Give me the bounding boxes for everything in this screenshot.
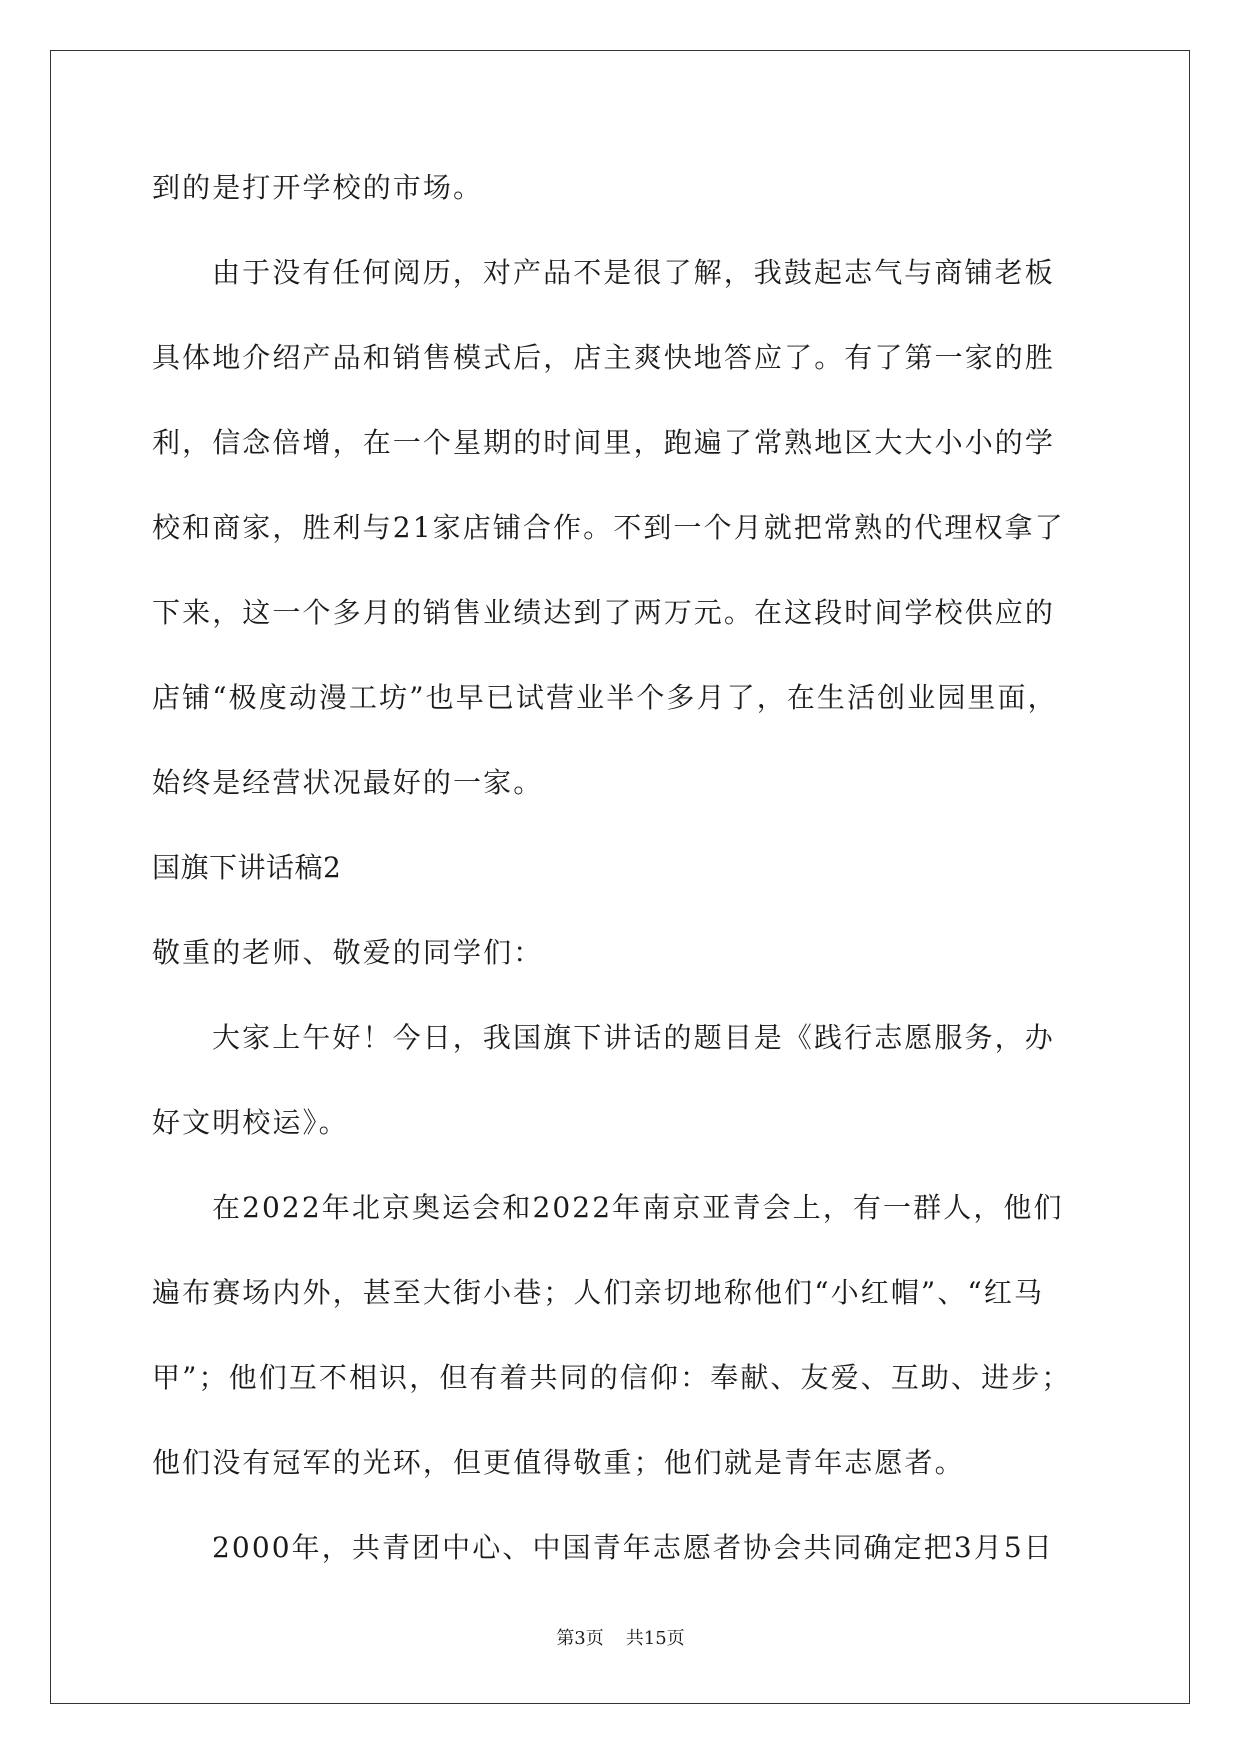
text-line: 好文明校运》。 — [152, 1106, 349, 1139]
text-line: 到的是打开学校的市场。 — [152, 171, 484, 204]
text-line: 店铺“极度动漫工坊”也早已试营业半个多月了，在生活创业园里面， — [152, 681, 1058, 714]
text-line: 遍布赛场内外，甚至大街小巷；人们亲切地称他们“小红帽”、“红马 — [152, 1276, 1045, 1309]
text-line: 他们没有冠军的光环，但更值得敬重；他们就是青年志愿者。 — [152, 1446, 965, 1479]
text-line: 由于没有任何阅历，对产品不是很了解，我鼓起志气与商铺老板 — [212, 256, 1055, 289]
text-line: 甲”；他们互不相识，但有着共同的信仰：奉献、友爱、互助、进步； — [152, 1361, 1072, 1394]
page-total: 共15页 — [625, 1628, 685, 1649]
text-line: 在2022年北京奥运会和2022年南京亚青会上，有一群人，他们 — [212, 1191, 1064, 1224]
salutation: 敬重的老师、敬爱的同学们： — [152, 936, 544, 969]
text-line: 下来，这一个多月的销售业绩达到了两万元。在这段时间学校供应的 — [152, 596, 1056, 629]
page-footer — [0, 1627, 1241, 1651]
text-line: 利，信念倍增，在一个星期的时间里，跑遍了常熟地区大大小小的学 — [152, 426, 1056, 459]
text-line: 始终是经营状况最好的一家。 — [152, 766, 544, 799]
text-line: 大家上午好！今日，我国旗下讲话的题目是《践行志愿服务，办 — [212, 1021, 1055, 1054]
page-number: 第3页 — [556, 1628, 604, 1649]
section-heading: 国旗下讲话稿2 — [152, 851, 342, 884]
text-line: 具体地介绍产品和销售模式后，店主爽快地答应了。有了第一家的胜 — [152, 341, 1056, 374]
text-line: 2000年，共青团中心、中国青年志愿者协会共同确定把3月5日 — [212, 1531, 1054, 1564]
text-line: 校和商家，胜利与21家店铺合作。不到一个月就把常熟的代理权拿了 — [152, 511, 1065, 544]
